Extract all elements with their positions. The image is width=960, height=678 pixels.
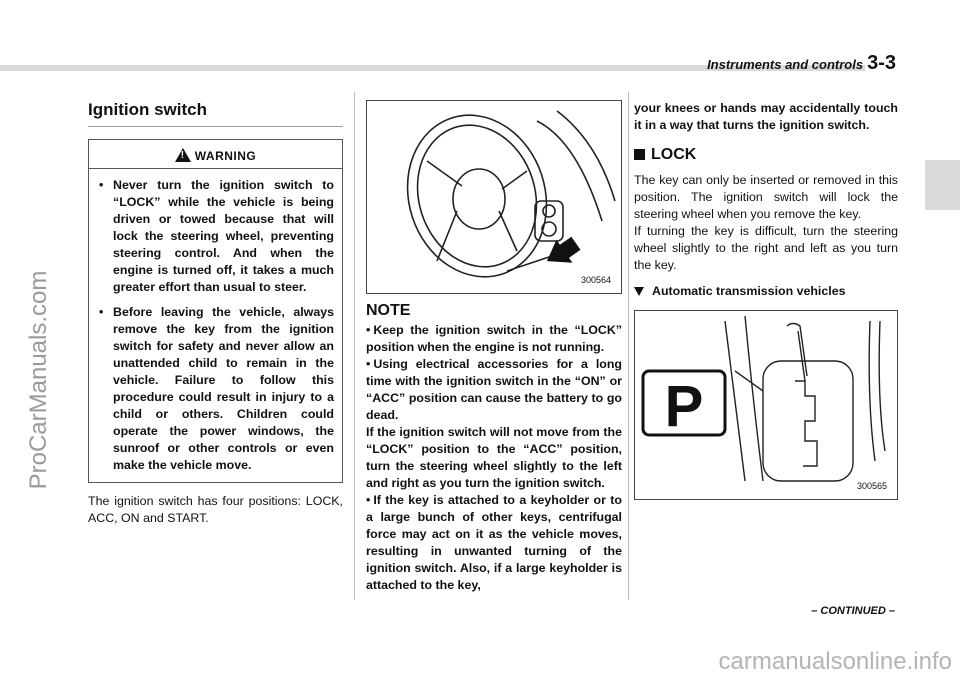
column-divider bbox=[628, 92, 629, 600]
warning-box bbox=[88, 139, 343, 483]
warning-item: • Never turn the ignition switch to “LOCK” while the vehicle is being driven or towed because that will lock the steering wheel, preventing steering control. And when the engine is turned off, it takes a much greater effort than usual to steer. bbox=[97, 177, 334, 296]
park-letter: P bbox=[664, 374, 704, 439]
column-right bbox=[634, 100, 898, 500]
square-bullet-icon bbox=[634, 149, 645, 160]
steering-wheel-illustration bbox=[367, 101, 621, 293]
note-heading: NOTE bbox=[366, 302, 411, 319]
lock-body bbox=[634, 172, 898, 274]
shifter-figure bbox=[634, 310, 898, 500]
figure-number: 300564 bbox=[580, 275, 611, 285]
lock-paragraph: If turning the key is difficult, turn the steering wheel slightly to the right and left as you turn the key. bbox=[634, 224, 898, 272]
figure-number: 300565 bbox=[856, 481, 887, 491]
warning-header bbox=[89, 140, 342, 169]
steering-figure bbox=[366, 100, 622, 294]
warning-icon bbox=[175, 148, 191, 162]
bottom-watermark: carmanualsonline.info bbox=[718, 648, 952, 675]
page-header bbox=[707, 52, 896, 75]
column-middle bbox=[366, 100, 622, 594]
body-paragraph: The ignition switch has four positions: LOCK, ACC, ON and START. bbox=[88, 494, 343, 525]
note-item: • Using electrical accessories for a long time with the ignition switch in the “ON” or “ACC” position can cause the battery to go dead. bbox=[366, 357, 622, 422]
lock-paragraph: The key can only be inserted or removed in this position. The ignition switch will lock the steering wheel when you remove the key. bbox=[634, 173, 898, 221]
warning-label: WARNING bbox=[194, 149, 257, 163]
section-heading: Ignition switch bbox=[88, 100, 343, 127]
triangle-bullet-icon bbox=[634, 287, 644, 296]
section-title: Instruments and controls bbox=[707, 57, 864, 72]
continuation-text: your knees or hands may accidentally touch it in a way that turns the ignition switch. bbox=[634, 101, 898, 132]
column-left bbox=[88, 100, 343, 527]
warning-item: • Before leaving the vehicle, always remove the key from the ignition switch for safety and never allow an unattended child to remain in the vehicle. Failure to follow this procedure could result in injury to a child or others. Children could operate the power windows, the sunroof or other controls or even make the vehicle move. bbox=[97, 304, 334, 474]
side-watermark: ProCarManuals.com bbox=[25, 270, 52, 490]
note-item: • If the key is attached to a keyholder or to a large bunch of other keys, centrifugal force may act on it as the vehicle moves, resulting in unwanted turning of the ignition switch. Also, if a large keyholder is attached to the key, bbox=[366, 493, 622, 592]
page-number: 3-3 bbox=[867, 52, 896, 74]
shift-lever-illustration bbox=[635, 311, 897, 499]
warning-list bbox=[89, 169, 342, 482]
note-item: If the ignition switch will not move from the “LOCK” position to the “ACC” position, turn the steering wheel slightly to the left and right as you turn the ignition switch. bbox=[366, 425, 622, 490]
lock-heading: LOCK bbox=[634, 146, 898, 164]
note-item: • Keep the ignition switch in the “LOCK” position when the engine is not running. bbox=[366, 323, 622, 354]
continued-label: – CONTINUED – bbox=[811, 605, 895, 617]
column-divider bbox=[354, 92, 355, 600]
subheading: Automatic transmission vehicles bbox=[634, 284, 898, 298]
section-tab bbox=[925, 160, 960, 210]
